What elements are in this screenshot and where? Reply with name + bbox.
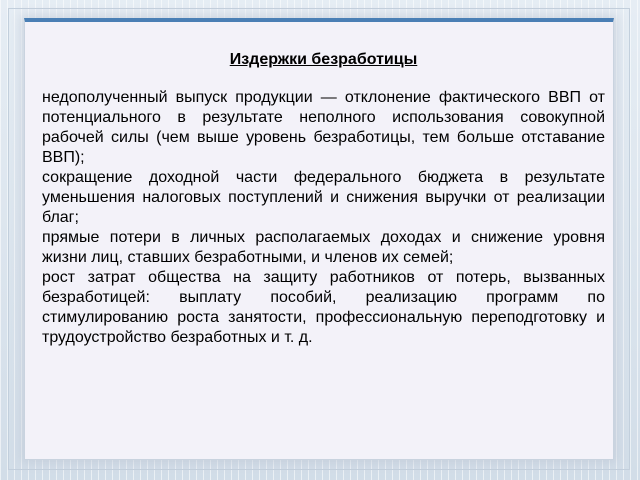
list-item-social-costs: рост затрат общества на защиту работников от потерь, вызванных безработицей: выплату пособий, реализацию программ по стимулированию роста занятости, профессиональную переподготовку и трудоустройство безработных и т. д.: [42, 269, 605, 346]
slide-title: Издержки безработицы: [229, 51, 418, 68]
text-panel: [24, 18, 614, 460]
list-item-lost-output: недополученный выпуск продукции — отклонение фактического ВВП от потенциального в результате неполного использования совокупной рабочей силы (чем выше уровень безработицы, тем больше отставание ВВП);: [42, 89, 605, 166]
bullet-list: [42, 88, 605, 348]
list-item-income-loss: прямые потери в личных располагаемых доходах и снижение уровня жизни лиц, ставших безработными, и членов их семей;: [42, 229, 605, 266]
list-item-budget-revenue: сокращение доходной части федерального бюджета в результате уменьшения налоговых поступлений и снижения выручки от реализации благ;: [42, 169, 605, 226]
